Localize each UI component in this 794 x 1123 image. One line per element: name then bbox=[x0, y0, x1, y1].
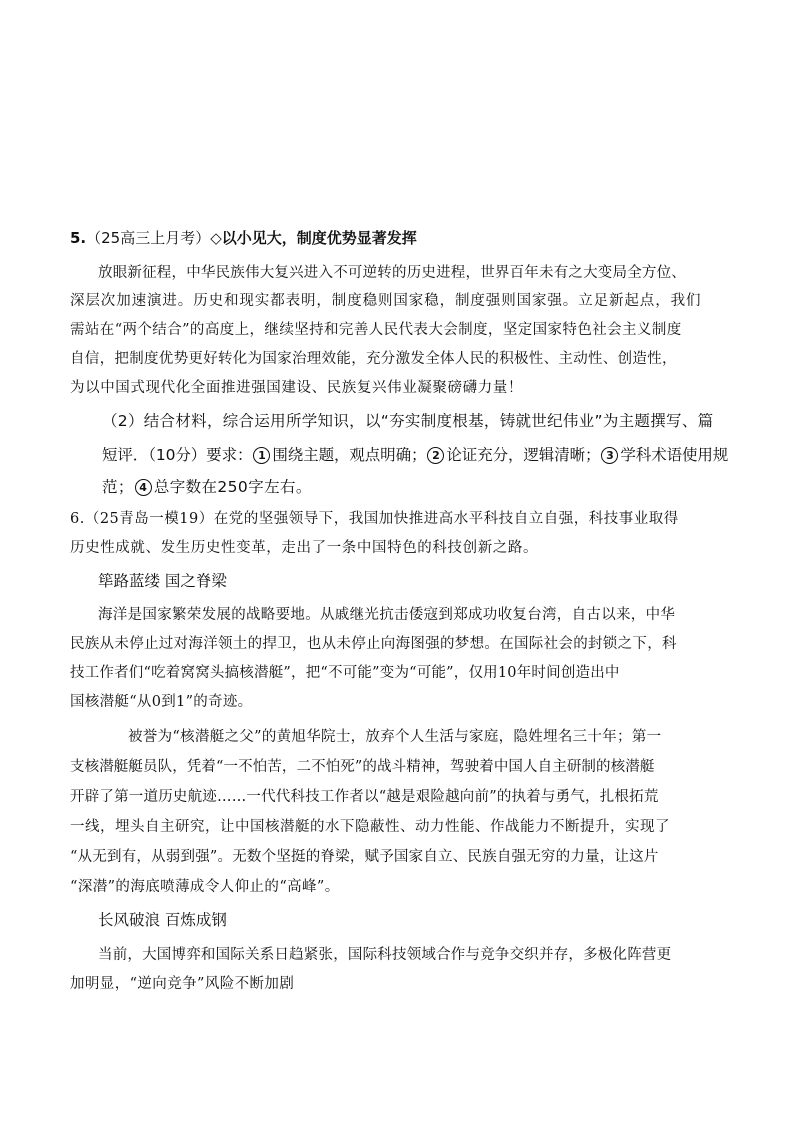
material-line: 需站在“两个结合”的高度上，继续坚持和完善人民代表大会制度，坚定国家特色社会主义制度 bbox=[70, 322, 682, 338]
material-line: 为以中国式现代化全面推进强国建设、民族复兴伟业凝聚磅礴力量！ bbox=[70, 380, 523, 396]
paragraph-line: 民族从未停止过对海洋领土的捍卫，也从未停止向海图强的梦想。在国际社会的封锁之下，科 bbox=[70, 636, 677, 652]
paragraph-line: 加明显，“逆向竞争”风险不断加剧 bbox=[70, 976, 295, 992]
task-text: 范； bbox=[102, 478, 134, 496]
circled-number-2: 2 bbox=[427, 447, 444, 464]
paragraph-line: 支核潜艇艇员队，凭着“一不怕苦，二不怕死”的战斗精神，驾驶着中国人自主研制的核潜艇 bbox=[70, 759, 655, 775]
paragraph-line: 技工作者们“吃着窝窝头搞核潜艇”，把“不可能”变为“可能”，仅用10年时间创造出中 bbox=[70, 665, 620, 681]
question-source: （25高三上月考） bbox=[86, 229, 211, 247]
paragraph-line: 被誉为“核潜艇之父”的黄旭华院士，放弃个人生活与家庭，隐姓埋名三十年；第一 bbox=[128, 729, 662, 745]
paragraph-line: 开辟了第一道历史航迹……一代代科技工作者以“越是艰险越向前”的执着与勇气，扎根拓荒 bbox=[70, 789, 659, 805]
diamond-icon: ◇ bbox=[210, 229, 222, 247]
paragraph-line: 当前，大国博弈和国际关系日趋紧张，国际科技领域合作与竞争交织并存，多极化阵营更 bbox=[98, 947, 672, 963]
requirement-text: 论证充分，逻辑清晰； bbox=[446, 446, 601, 464]
paragraph-line: 一线，埋头自主研究，让中国核潜艇的水下隐蔽性、动力性能、作战能力不断提升，实现了 bbox=[70, 819, 670, 835]
paragraph-line: “深潜”的海底喷薄成令人仰止的“高峰”。 bbox=[70, 879, 340, 895]
paragraph-line: “从无到有，从弱到强”。无数个坚挺的脊梁，赋予国家自立、民族自强无穷的力量，让这片 bbox=[70, 849, 659, 865]
requirement-text: 总字数在250字左右。 bbox=[153, 478, 312, 496]
material-line: 深层次加速演进。历史和现实都表明，制度稳则国家稳，制度强则国家强。立足新起点，我们 bbox=[70, 293, 702, 309]
circled-number-1: 1 bbox=[253, 447, 270, 464]
material-line: 自信，把制度优势更好转化为国家治理效能，充分激发全体人民的积极性、主动性、创造性， bbox=[70, 351, 677, 367]
question-heading: 以小见大，制度优势显著发挥 bbox=[221, 229, 417, 247]
circled-number-4: 4 bbox=[135, 479, 152, 496]
requirement-text: 围绕主题，观点明确； bbox=[272, 446, 427, 464]
material-line: 放眼新征程，中华民族伟大复兴进入不可逆转的历史进程，世界百年未有之大变局全方位、 bbox=[98, 265, 686, 281]
question-6-intro: 历史性成就、发生历史性变革，走出了一条中国特色的科技创新之路。 bbox=[70, 540, 539, 556]
requirement-text: 学科术语使用规 bbox=[620, 446, 729, 464]
paragraph-line: 海洋是国家繁荣发展的战略要地。从戚继光抗击倭寇到郑成功收复台湾，自古以来，中华 bbox=[98, 607, 676, 623]
circled-number-3: 3 bbox=[601, 447, 618, 464]
question-5-heading bbox=[70, 227, 417, 249]
question-6-intro: 6.（25青岛一模19）在党的坚强领导下，我国加快推进高水平科技自立自强，科技事业取得 bbox=[70, 511, 679, 527]
subheading: 筚路蓝缕 国之脊梁 bbox=[98, 572, 227, 590]
paragraph-line: 国核潜艇“从0到1”的奇迹。 bbox=[70, 694, 253, 710]
task-line: （2）结合材料，综合运用所学知识，以“夯实制度根基，铸就世纪伟业”为主题撰写、篇 bbox=[102, 412, 714, 430]
question-number: 5. bbox=[70, 229, 87, 247]
task-text: 短评．（10分）要求： bbox=[102, 446, 253, 464]
subheading: 长风破浪 百炼成钢 bbox=[98, 911, 227, 929]
task-requirements-line bbox=[102, 444, 728, 466]
task-requirements-line bbox=[102, 476, 312, 498]
